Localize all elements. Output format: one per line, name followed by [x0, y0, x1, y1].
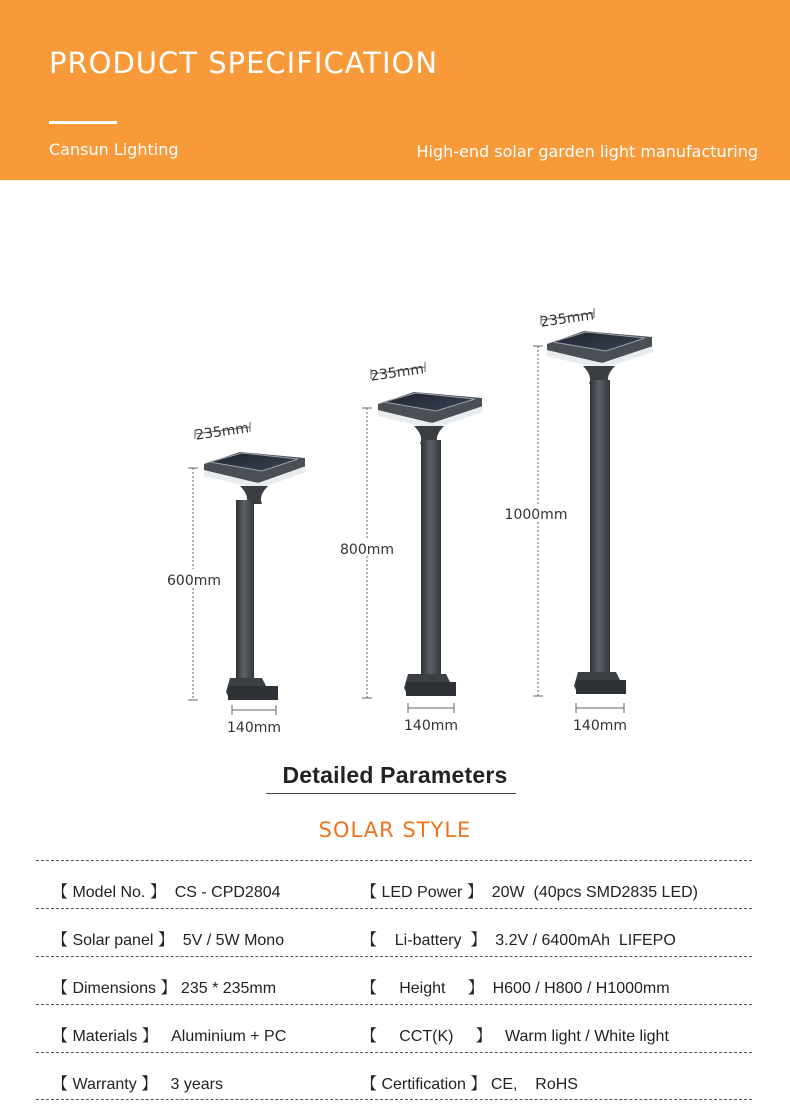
spec-row — [36, 956, 752, 1004]
height-label: 1000mm — [504, 507, 568, 523]
head-width-label: 235mm — [194, 420, 250, 444]
page-title: PRODUCT SPECIFICATION — [49, 46, 439, 80]
spec-row — [36, 1004, 752, 1052]
spec-height: 【 Height 】 H600 / H800 / H1000mm — [361, 980, 670, 997]
spec-certification: 【 Certification 】 CE, RoHS — [361, 1076, 578, 1093]
product-style-heading: SOLAR STYLE — [318, 818, 472, 842]
lamp-illustration — [0, 290, 790, 750]
base-width-label: 140mm — [404, 718, 458, 734]
brand-name: Cansun Lighting — [49, 140, 179, 159]
spec-row — [36, 1052, 752, 1100]
spec-materials: 【 Materials 】 Aluminium + PC — [52, 1028, 287, 1045]
spec-battery: 【 Li-battery 】 3.2V / 6400mAh LIFEPO — [361, 932, 676, 949]
spec-row — [36, 860, 752, 908]
height-label: 800mm — [340, 542, 394, 558]
head-width-label: 235mm — [539, 307, 595, 331]
lamp-1000 — [502, 307, 653, 734]
spec-model: 【 Model No. 】 CS - CPD2804 — [52, 884, 281, 901]
spec-cct: 【 CCT(K) 】 Warm light / White light — [361, 1028, 669, 1045]
spec-table — [36, 860, 752, 1100]
brand-tagline: High-end solar garden light manufacturing — [416, 142, 758, 161]
spec-row — [36, 908, 752, 956]
height-label: 600mm — [167, 573, 221, 589]
lamp-600 — [162, 420, 306, 736]
base-width-label: 140mm — [573, 718, 627, 734]
lamp-800 — [337, 361, 483, 734]
section-underline — [266, 793, 516, 794]
base-width-label: 140mm — [227, 720, 281, 736]
section-heading: Detailed Parameters — [282, 762, 508, 788]
spec-dimensions: 【 Dimensions 】 235 * 235mm — [52, 980, 277, 997]
product-dimension-figure — [0, 290, 790, 750]
header-banner — [0, 0, 790, 180]
spec-warranty: 【 Warranty 】 3 years — [52, 1076, 224, 1093]
spec-solar-panel: 【 Solar panel 】 5V / 5W Mono — [52, 932, 285, 949]
head-width-label: 235mm — [369, 361, 425, 385]
title-underline — [49, 121, 117, 124]
spec-led-power: 【 LED Power 】 20W (40pcs SMD2835 LED) — [361, 884, 699, 901]
